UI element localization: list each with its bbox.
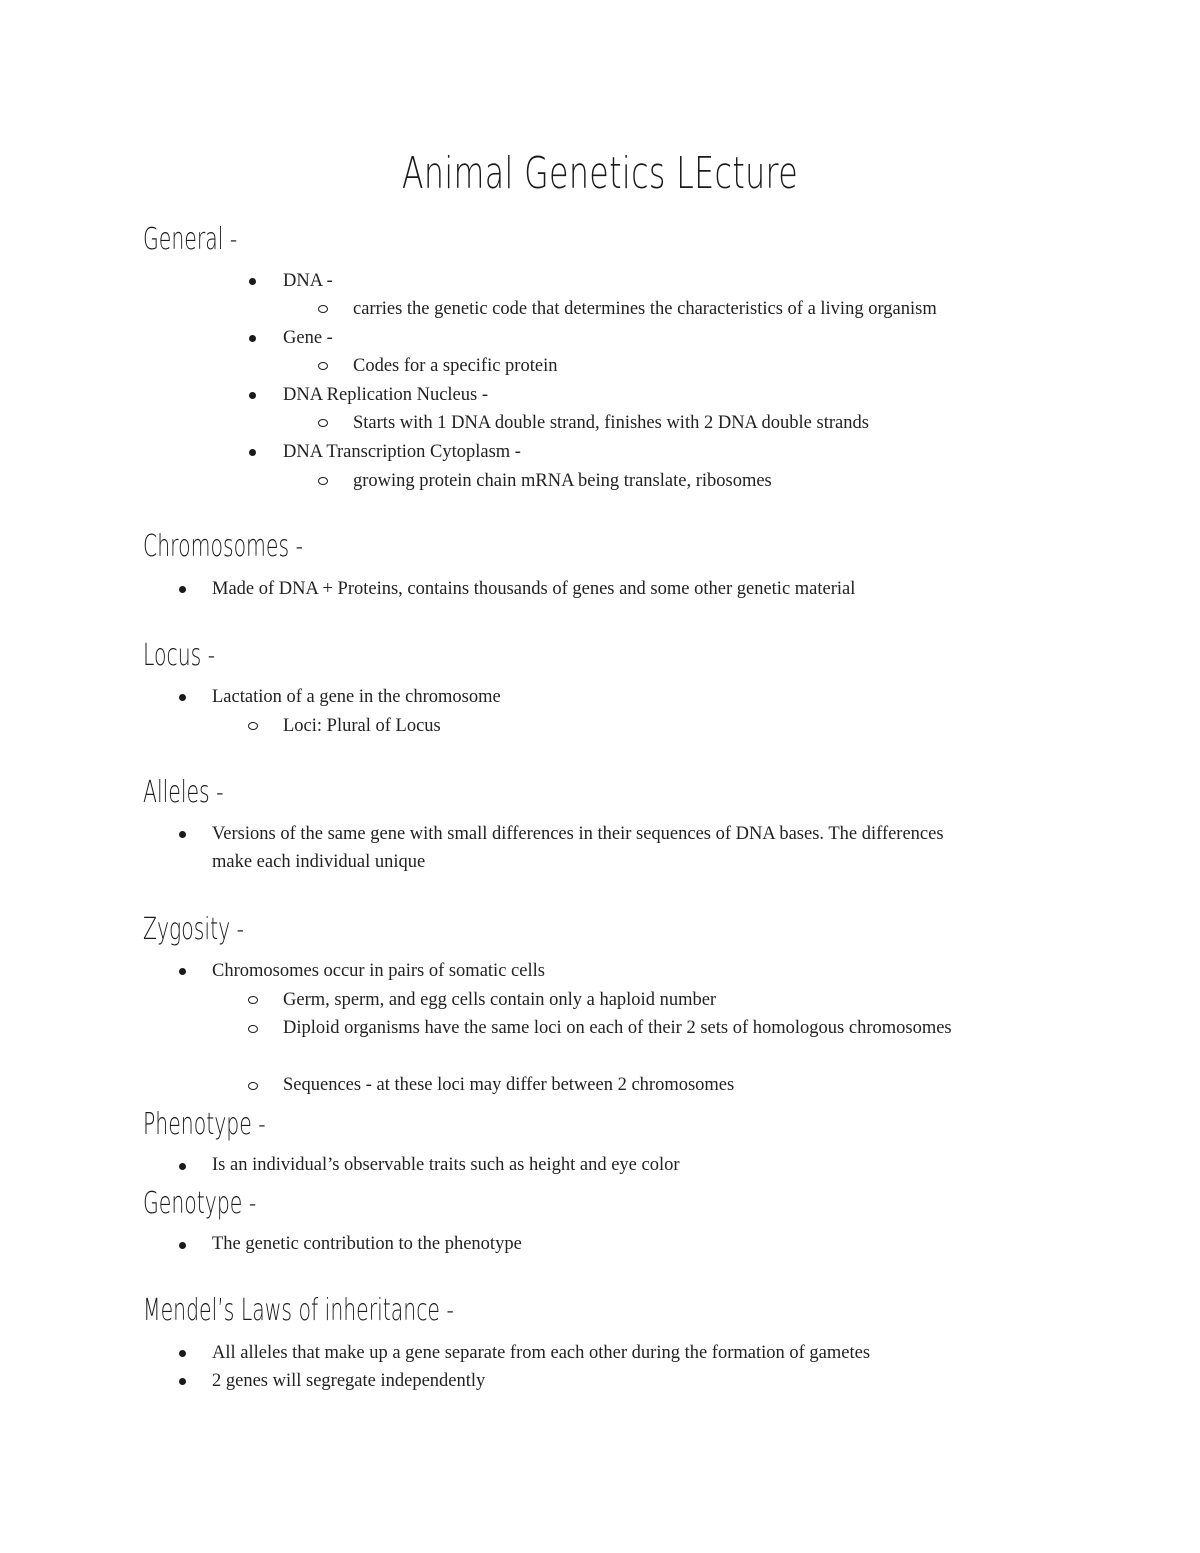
- bullet-dot: [179, 586, 186, 593]
- list-item: 2 genes will segregate independently: [212, 1371, 486, 1391]
- list-item: The genetic contribution to the phenotype: [212, 1234, 522, 1254]
- bullet-ring: [318, 477, 328, 485]
- bullet-dot: [249, 278, 256, 285]
- bullet-dot: [179, 968, 186, 975]
- bullet-ring: [248, 722, 258, 730]
- sub-list-item: Germ, sperm, and egg cells contain only a haploid number: [283, 990, 717, 1010]
- sub-list-item: carries the genetic code that determines the characteristics of a living organism: [353, 299, 937, 319]
- list-item: DNA -: [283, 271, 333, 291]
- list-item: DNA Transcription Cytoplasm -: [283, 442, 521, 462]
- bullet-ring: [248, 1082, 258, 1090]
- bullet-dot: [249, 335, 256, 342]
- bullet-ring: [248, 1025, 258, 1033]
- section-heading-chromosomes: Chromosomes -: [143, 529, 303, 564]
- bullet-dot: [179, 1378, 186, 1385]
- bullet-dot: [179, 1242, 186, 1249]
- list-item: All alleles that make up a gene separate from each other during the formation of gametes: [212, 1343, 871, 1363]
- bullet-dot: [179, 1350, 186, 1357]
- bullet-dot: [179, 1163, 186, 1170]
- section-heading-phenotype: Phenotype -: [143, 1107, 266, 1142]
- bullet-dot: [179, 831, 186, 838]
- list-item: Gene -: [283, 328, 333, 348]
- bullet-ring: [318, 419, 328, 427]
- list-item: Made of DNA + Proteins, contains thousands of genes and some other genetic material: [212, 579, 856, 599]
- sub-list-item: Sequences - at these loci may differ between 2 chromosomes: [283, 1075, 735, 1095]
- bullet-dot: [249, 392, 256, 399]
- bullet-dot: [249, 449, 256, 456]
- list-item: Is an individual’s observable traits such as height and eye color: [212, 1155, 680, 1175]
- list-item: Lactation of a gene in the chromosome: [212, 687, 501, 707]
- bullet-dot: [179, 694, 186, 701]
- section-heading-locus: Locus -: [143, 638, 216, 673]
- sub-list-item: growing protein chain mRNA being translate, ribosomes: [353, 471, 772, 491]
- list-item: DNA Replication Nucleus -: [283, 385, 488, 405]
- sub-list-item: Diploid organisms have the same loci on each of their 2 sets of homologous chromosomes: [283, 1018, 952, 1038]
- list-item: Chromosomes occur in pairs of somatic cells: [212, 961, 545, 981]
- list-item: Versions of the same gene with small differences in their sequences of DNA bases. The differences make each individual unique: [212, 824, 944, 872]
- sub-list-item: Codes for a specific protein: [353, 356, 558, 376]
- bullet-ring: [248, 996, 258, 1004]
- section-heading-genotype: Genotype -: [143, 1186, 257, 1221]
- section-heading-general: General -: [143, 222, 238, 257]
- section-heading-alleles: Alleles -: [143, 775, 224, 810]
- section-heading-mendels-laws: Mendel’s Laws of inheritance -: [143, 1293, 454, 1328]
- bullet-ring: [318, 362, 328, 370]
- sub-list-item: Starts with 1 DNA double strand, finishes with 2 DNA double strands: [353, 413, 869, 433]
- sub-list-item: Loci: Plural of Locus: [283, 716, 441, 736]
- section-heading-zygosity: Zygosity -: [143, 912, 244, 947]
- bullet-ring: [318, 305, 328, 313]
- page-title: Animal Genetics LEcture: [401, 148, 799, 199]
